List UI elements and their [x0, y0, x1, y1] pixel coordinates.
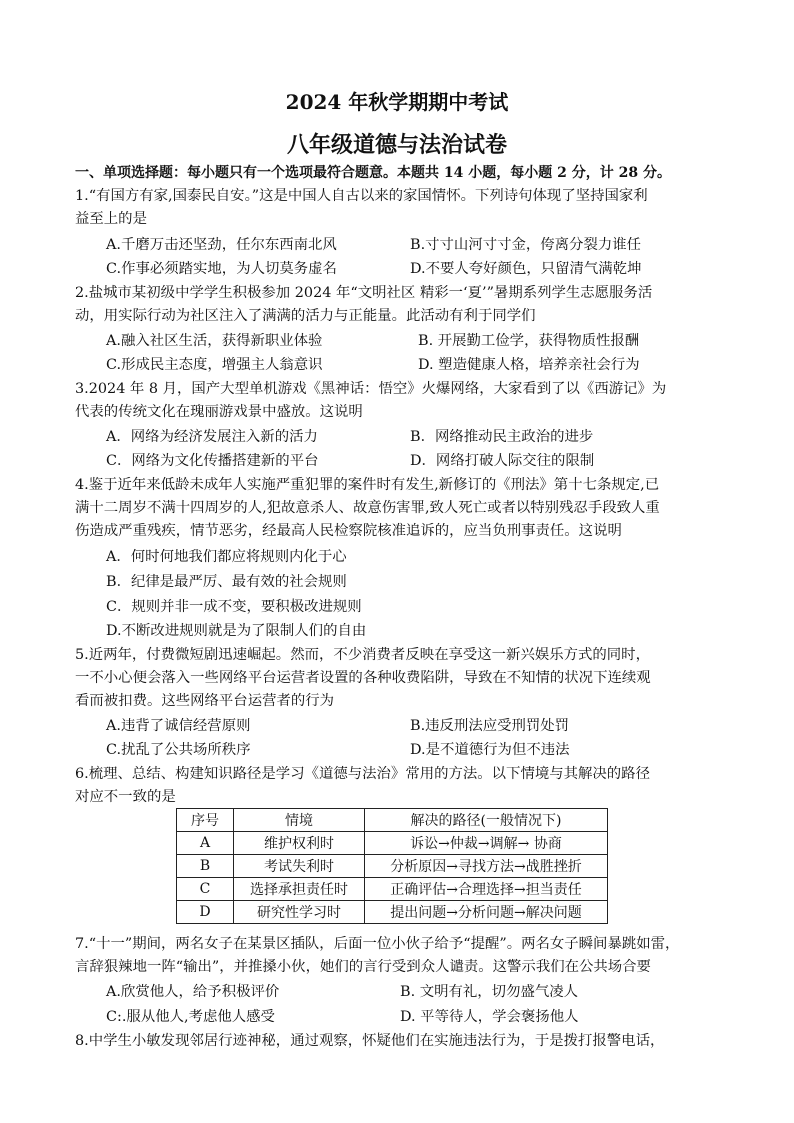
q3-stem-line2: 代表的传统文化在瑰丽游戏景中盛放。这说明 [75, 404, 363, 420]
q2-option-a: A.融入社区生活，获得新职业体验 [106, 333, 323, 349]
q6-stem-line1: 6.梳理、总结、构建知识路径是学习《道德与法治》常用的方法。以下情境与其解决的路径 [75, 766, 650, 782]
q4-stem-line2: 满十二周岁不满十四周岁的人,犯故意杀人、故意伤害罪,致人死亡或者以特别残忍手段致人重 [75, 500, 660, 516]
paths-table [176, 808, 608, 924]
section-heading: 一、单项选择题：每小题只有一个选项最符合题意。本题共 14 小题，每小题 2 分，计 28 分。 [75, 165, 671, 181]
table-cell: 正确评估→合理选择→担当责任 [365, 878, 608, 901]
q2-option-c: C.形成民主态度，增强主人翁意识 [106, 357, 323, 373]
q5-stem-line1: 5.近两年，付费微短剧迅速崛起。然而，不少消费者反映在享受这一新兴娱乐方式的同时， [75, 647, 650, 663]
q1-option-c: C.作事必须踏实地，为人切莫务虚名 [106, 261, 337, 277]
table-cell: 提出问题→分析问题→解决问题 [365, 901, 608, 924]
table-row [177, 901, 608, 924]
table-header-cell: 情境 [234, 809, 365, 832]
q1-option-d: D.不要人夸好颜色，只留清气满乾坤 [410, 261, 642, 277]
q8-stem-line1: 8.中学生小敏发现邻居行迹神秘，通过观察，怀疑他们在实施违法行为，于是拨打报警电话， [75, 1033, 665, 1049]
q4-option-d: D.不断改进规则就是为了限制人们的自由 [106, 623, 367, 639]
q5-option-c: C.扰乱了公共场所秩序 [106, 742, 251, 758]
table-cell: 维护权利时 [234, 832, 365, 855]
q2-stem-line1: 2.盐城市某初级中学学生积极参加 2024 年“文明社区 精彩一‘夏’”暑期系列学生志愿服务活 [75, 285, 653, 301]
q5-option-b: B.违反刑法应受刑罚处罚 [410, 718, 570, 734]
table-cell: 选择承担责任时 [234, 878, 365, 901]
table-header-cell: 序号 [177, 809, 234, 832]
table-row [177, 832, 608, 855]
table-cell: 研究性学习时 [234, 901, 365, 924]
q7-option-a: A.欣赏他人，给予积极评价 [106, 984, 280, 1000]
table-cell: 分析原因→寻找方法→战胜挫折 [365, 855, 608, 878]
q1-option-b: B.寸寸山河寸寸金，侉离分裂力谁任 [410, 237, 642, 253]
q4-option-a: A．何时何地我们都应将规则内化于心 [106, 549, 347, 565]
q6-stem-line2: 对应不一致的是 [75, 789, 176, 805]
table-header-cell: 解决的路径(一般情况下) [365, 809, 608, 832]
table-header-row [177, 809, 608, 832]
q4-option-c: C．规则并非一成不变，要积极改进规则 [106, 599, 362, 615]
q1-stem-line2: 益至上的是 [75, 211, 147, 227]
q3-option-a: A．网络为经济发展注入新的活力 [106, 429, 318, 445]
q5-stem-line2: 一不小心便会落入一些网络平台运营者设置的各种收费陷阱，导致在不知情的状况下连续观 [75, 670, 651, 686]
table-cell: 诉讼→仲裁→调解→ 协商 [365, 832, 608, 855]
exam-subtitle: 八年级道德与法治试卷 [286, 132, 507, 158]
exam-title: 2024 年秋学期期中考试 [285, 90, 509, 114]
q1-option-a: A.千磨万击还坚劲，任尔东西南北风 [106, 237, 337, 253]
table-cell: B [177, 855, 234, 878]
q4-option-b: B．纪律是最严厉、最有效的社会规则 [106, 574, 347, 590]
q7-option-b: B. 文明有礼，切勿盛气凌人 [400, 984, 579, 1000]
table-cell: 考试失利时 [234, 855, 365, 878]
q5-option-d: D.是不道德行为但不违法 [410, 742, 570, 758]
q2-stem-line2: 动，用实际行动为社区注入了满满的活力与正能量。此活动有利于同学们 [75, 308, 536, 324]
q3-stem-line1: 3.2024 年 8 月，国产大型单机游戏《黑神话：悟空》火爆网络，大家看到了以《西游记》为 [75, 381, 667, 397]
q3-option-d: D．网络打破人际交往的限制 [410, 453, 595, 469]
table-cell: A [177, 832, 234, 855]
q7-option-c: C:.服从他人,考虑他人感受 [106, 1009, 275, 1025]
q7-stem-line2: 言辞狠辣地一阵“输出”，并推搡小伙，她们的言行受到众人谴责。这警示我们在公共场合要 [75, 959, 651, 975]
q3-option-b: B．网络推动民主政治的进步 [410, 429, 594, 445]
q4-stem-line3: 伤造成严重残疾，情节恶劣，经最高人民检察院核准追诉的，应当负刑事责任。这说明 [75, 523, 622, 539]
table-row [177, 855, 608, 878]
q7-stem-line1: 7.“十一”期间，两名女子在某景区插队，后面一位小伙子给予“提醒”。两名女子瞬间暴跳如雷， [75, 936, 680, 952]
table-cell: C [177, 878, 234, 901]
q5-option-a: A.违背了诚信经营原则 [106, 718, 251, 734]
q2-option-d: D. 塑造健康人格，培养亲社会行为 [418, 357, 640, 373]
q1-stem-line1: 1.“有国方有家,国泰民自安。”这是中国人自古以来的家国情怀。下列诗句体现了坚持国家利 [75, 188, 648, 204]
q4-stem-line1: 4.鉴于近年来低龄未成年人实施严重犯罪的案件时有发生,新修订的《刑法》第十七条规定,已 [75, 477, 660, 493]
table-row [177, 878, 608, 901]
q5-stem-line3: 看而被扣费。这些网络平台运营者的行为 [75, 693, 335, 709]
q3-option-c: C．网络为文化传播搭建新的平台 [106, 453, 319, 469]
q7-option-d: D. 平等待人，学会褒扬他人 [400, 1009, 579, 1025]
table-cell: D [177, 901, 234, 924]
q2-option-b: B. 开展勤工俭学，获得物质性报酬 [418, 333, 640, 349]
